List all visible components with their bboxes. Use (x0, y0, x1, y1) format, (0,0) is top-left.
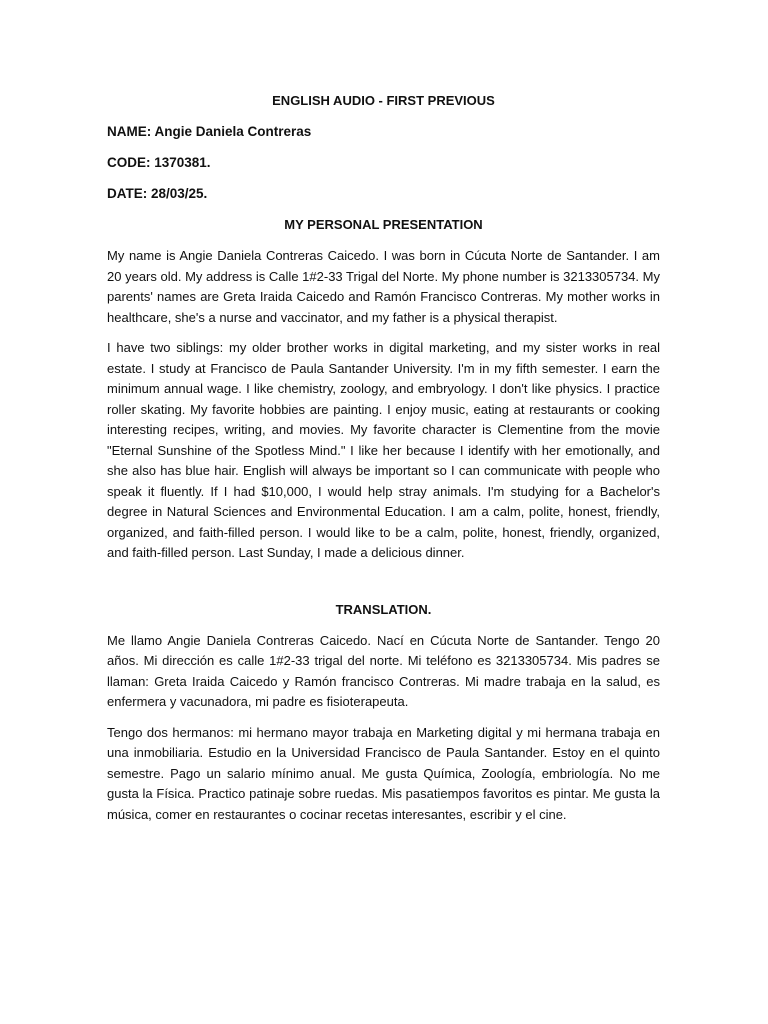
document-title: ENGLISH AUDIO - FIRST PREVIOUS (272, 93, 495, 108)
date-line: DATE: 28/03/25. (107, 186, 208, 201)
name-line: NAME: Angie Daniela Contreras (107, 124, 312, 139)
presentation-paragraph: My name is Angie Daniela Contreras Caicedo. I was born in Cúcuta Norte de Santander. I am 20 years old. My address is Calle 1#2-33 Trigal del Norte. My phone number is 3213305734. My parents' names are Greta Iraida Caicedo and Ramón Francisco Contreras. My mother works in healthcare, she's a nurse and vaccinator, and my father is a physical therapist. (107, 248, 660, 325)
code-line: CODE: 1370381. (107, 155, 211, 170)
translation-paragraph: Tengo dos hermanos: mi hermano mayor trabaja en Marketing digital y mi hermana trabaja en una inmobiliaria. Estudio en la Universidad Francisco de Paula Santander. Estoy en el quinto semestre. Pago un salario mínimo anual. Me gusta Química, Zoología, embriología. No me gusta la Física. Practico patinaje sobre ruedas. Mis pasatiempos favoritos es pintar. Me gusta la música, comer en restaurantes o cocinar recetas interesantes, escribir y el cine. (107, 724, 660, 822)
presentation-paragraph: I have two siblings: my older brother works in digital marketing, and my sister works in real estate. I study at Francisco de Paula Santander University. I'm in my fifth semester. I earn the minimum annual wage. I like chemistry, zoology, and embryology. I don't like physics. I practice roller skating. My favorite hobbies are painting. I enjoy music, eating at restaurants or cooking interesting recipes, writing, and movies. My favorite character is Clementine from the movie "Eternal Sunshine of the Spotless Mind." I like her because I identify with her emotionally, and she also has blue hair. English will always be important so I can communicate with people who speak it fluently. If I had $10,000, I would help stray animals. I'm studying for a Bachelor's degree in Natural Sciences and Environmental Education. I am a calm, polite, honest, friendly, organized, and faith-filled person. I would like to be a calm, polite, honest, friendly, organized, and faith-filled person. Last Sunday, I made a delicious dinner. (107, 340, 660, 560)
presentation-heading: MY PERSONAL PRESENTATION (284, 217, 483, 232)
translation-heading: TRANSLATION. (335, 601, 432, 617)
translation-paragraph: Me llamo Angie Daniela Contreras Caicedo. Nací en Cúcuta Norte de Santander. Tengo 20 años. Mi dirección es calle 1#2-33 trigal del norte. Mi teléfono es 3213305734. Mis padres se llaman: Greta Iraida Caicedo y Ramón francisco Contreras. Mi madre trabaja en la salud, es enfermera y vacunadora, mi padre es fisioterapeuta. (107, 632, 660, 709)
document-body (107, 92, 660, 825)
